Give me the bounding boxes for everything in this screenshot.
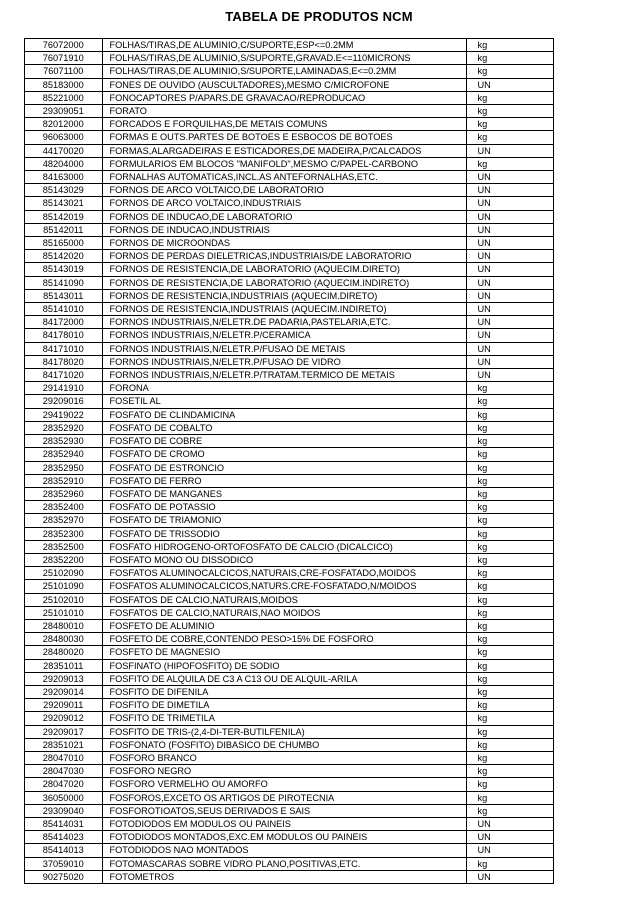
product-description-cell: FOLHAS/TIRAS,DE ALUMINIO,S/SUPORTE,GRAVAD.E<=110MICRONS <box>102 52 466 65</box>
unit-cell: kg <box>466 804 553 817</box>
table-row <box>25 646 553 659</box>
unit-cell: kg <box>466 685 553 698</box>
ncm-code-cell: 28352300 <box>25 527 102 540</box>
table-row <box>25 395 553 408</box>
unit-cell: UN <box>466 237 553 250</box>
unit-cell: UN <box>466 250 553 263</box>
table-row <box>25 553 553 566</box>
table-row <box>25 237 553 250</box>
ncm-code-cell: 29209012 <box>25 712 102 725</box>
product-description-cell: FOSETIL AL <box>102 395 466 408</box>
table-row <box>25 250 553 263</box>
ncm-code-cell: 29309040 <box>25 804 102 817</box>
ncm-code-cell: 28352940 <box>25 448 102 461</box>
product-description-cell: FORNOS INDUSTRIAIS,N/ELETR.P/TRATAM.TERMICO DE METAIS <box>102 369 466 382</box>
table-row <box>25 831 553 844</box>
ncm-code-cell: 85142011 <box>25 223 102 236</box>
ncm-code-cell: 28352400 <box>25 501 102 514</box>
unit-cell: kg <box>466 712 553 725</box>
ncm-code-cell: 28047020 <box>25 778 102 791</box>
unit-cell: kg <box>466 725 553 738</box>
unit-cell: kg <box>466 778 553 791</box>
unit-cell: kg <box>466 751 553 764</box>
ncm-code-cell: 25101010 <box>25 606 102 619</box>
unit-cell: kg <box>466 659 553 672</box>
ncm-code-cell: 85141010 <box>25 303 102 316</box>
ncm-code-cell: 28352910 <box>25 474 102 487</box>
product-description-cell: FOSFATO DE ESTRONCIO <box>102 461 466 474</box>
product-description-cell: FORMULARIOS EM BLOCOS "MANIFOLD",MESMO C/PAPEL-CARBONO <box>102 157 466 170</box>
table-row <box>25 448 553 461</box>
table-row <box>25 817 553 830</box>
product-description-cell: FOSFORO NEGRO <box>102 765 466 778</box>
product-description-cell: FOSFATO DE TRISSODIO <box>102 527 466 540</box>
table-row <box>25 514 553 527</box>
ncm-code-cell: 28480020 <box>25 646 102 659</box>
ncm-code-cell: 37059010 <box>25 857 102 870</box>
unit-cell: kg <box>466 553 553 566</box>
unit-cell: kg <box>466 527 553 540</box>
product-description-cell: FOSFONATO (FOSFITO) DIBASICO DE CHUMBO <box>102 738 466 751</box>
table-row <box>25 435 553 448</box>
unit-cell: UN <box>466 355 553 368</box>
product-description-cell: FORONA <box>102 382 466 395</box>
ncm-code-cell: 85143021 <box>25 197 102 210</box>
product-description-cell: FOSFATO DE POTASSIO <box>102 501 466 514</box>
ncm-code-cell: 76071100 <box>25 65 102 78</box>
product-description-cell: FORNOS INDUSTRIAIS,N/ELETR.P/FUSAO DE VIDRO <box>102 355 466 368</box>
product-description-cell: FOTODIODOS MONTADOS,EXC.EM MODULOS OU PAINEIS <box>102 831 466 844</box>
unit-cell: UN <box>466 316 553 329</box>
table-row <box>25 593 553 606</box>
ncm-code-cell: 85142019 <box>25 210 102 223</box>
unit-cell: UN <box>466 369 553 382</box>
product-description-cell: FORNOS DE MICROONDAS <box>102 237 466 250</box>
unit-cell: UN <box>466 303 553 316</box>
table-row <box>25 210 553 223</box>
unit-cell: kg <box>466 580 553 593</box>
unit-cell: kg <box>466 39 553 52</box>
product-description-cell: FOTODIODOS EM MODULOS OU PAINEIS <box>102 817 466 830</box>
ncm-code-cell: 29141910 <box>25 382 102 395</box>
ncm-code-cell: 29209017 <box>25 725 102 738</box>
table-row <box>25 263 553 276</box>
ncm-code-cell: 85183000 <box>25 78 102 91</box>
ncm-code-cell: 28352200 <box>25 553 102 566</box>
unit-cell: kg <box>466 501 553 514</box>
unit-cell: kg <box>466 791 553 804</box>
ncm-code-cell: 76072000 <box>25 39 102 52</box>
table-row <box>25 157 553 170</box>
page-title: TABELA DE PRODUTOS NCM <box>225 9 413 24</box>
ncm-code-cell: 48204000 <box>25 157 102 170</box>
product-description-cell: FOSFITO DE ALQUILA DE C3 A C13 OU DE ALQUIL-ARILA <box>102 672 466 685</box>
unit-cell: UN <box>466 817 553 830</box>
unit-cell: kg <box>466 514 553 527</box>
unit-cell: kg <box>466 91 553 104</box>
unit-cell: kg <box>466 593 553 606</box>
table-row <box>25 540 553 553</box>
unit-cell: kg <box>466 765 553 778</box>
ncm-code-cell: 28352970 <box>25 514 102 527</box>
product-description-cell: FORNOS INDUSTRIAIS,N/ELETR.P/CERAMICA <box>102 329 466 342</box>
product-description-cell: FOSFATO DE COBRE <box>102 435 466 448</box>
ncm-table-body <box>25 39 553 883</box>
unit-cell: UN <box>466 342 553 355</box>
ncm-code-cell: 85165000 <box>25 237 102 250</box>
ncm-code-cell: 96063000 <box>25 131 102 144</box>
unit-cell: kg <box>466 487 553 500</box>
unit-cell: UN <box>466 184 553 197</box>
product-description-cell: FOSFETO DE ALUMINIO <box>102 619 466 632</box>
unit-cell: UN <box>466 197 553 210</box>
product-description-cell: FOSFATO MONO OU DISSODICO <box>102 553 466 566</box>
product-description-cell: FONES DE OUVIDO (AUSCULTADORES),MESMO C/MICROFONE <box>102 78 466 91</box>
product-description-cell: FOTODIODOS NAO MONTADOS <box>102 844 466 857</box>
table-row <box>25 527 553 540</box>
table-row <box>25 857 553 870</box>
product-description-cell: FOSFITO DE DIMETILA <box>102 699 466 712</box>
ncm-code-cell: 84163000 <box>25 171 102 184</box>
table-row <box>25 725 553 738</box>
table-row <box>25 804 553 817</box>
unit-cell: UN <box>466 210 553 223</box>
product-description-cell: FOSFITO DE TRIS-(2,4-DI-TER-BUTILFENILA) <box>102 725 466 738</box>
ncm-code-cell: 90275020 <box>25 870 102 883</box>
ncm-code-cell: 28352500 <box>25 540 102 553</box>
table-row <box>25 659 553 672</box>
unit-cell: kg <box>466 408 553 421</box>
table-row <box>25 870 553 883</box>
ncm-code-cell: 84171020 <box>25 369 102 382</box>
unit-cell: kg <box>466 672 553 685</box>
table-row <box>25 791 553 804</box>
ncm-code-cell: 76071910 <box>25 52 102 65</box>
product-description-cell: FOSFATOS ALUMINOCALCICOS,NATURS.CRE-FOSFATADO,N/MOIDOS <box>102 580 466 593</box>
product-description-cell: FORNOS DE INDUCAO,INDUSTRIAIS <box>102 223 466 236</box>
product-description-cell: FORNOS DE RESISTENCIA,DE LABORATORIO (AQUECIM.DIRETO) <box>102 263 466 276</box>
ncm-code-cell: 85142020 <box>25 250 102 263</box>
ncm-code-cell: 28352930 <box>25 435 102 448</box>
unit-cell: UN <box>466 329 553 342</box>
table-row <box>25 171 553 184</box>
ncm-code-cell: 25102010 <box>25 593 102 606</box>
ncm-table-container <box>24 38 554 884</box>
table-row <box>25 342 553 355</box>
ncm-code-cell: 85414031 <box>25 817 102 830</box>
table-row <box>25 580 553 593</box>
table-row <box>25 738 553 751</box>
product-description-cell: FOSFATO DE MANGANES <box>102 487 466 500</box>
ncm-code-cell: 28480010 <box>25 619 102 632</box>
product-description-cell: FORNALHAS AUTOMATICAS,INCL.AS ANTEFORNALHAS,ETC. <box>102 171 466 184</box>
unit-cell: kg <box>466 857 553 870</box>
table-row <box>25 567 553 580</box>
unit-cell: kg <box>466 738 553 751</box>
product-description-cell: FOSFATOS ALUMINOCALCICOS,NATURAIS,CRE-FOSFATADO,MOIDOS <box>102 567 466 580</box>
unit-cell: kg <box>466 474 553 487</box>
product-description-cell: FOSFOROS,EXCETO OS ARTIGOS DE PIROTECNIA <box>102 791 466 804</box>
unit-cell: UN <box>466 831 553 844</box>
ncm-code-cell: 82012000 <box>25 118 102 131</box>
ncm-code-cell: 29209014 <box>25 685 102 698</box>
unit-cell: UN <box>466 276 553 289</box>
table-row <box>25 223 553 236</box>
ncm-code-cell: 84178020 <box>25 355 102 368</box>
ncm-code-cell: 85221000 <box>25 91 102 104</box>
ncm-code-cell: 25102090 <box>25 567 102 580</box>
ncm-code-cell: 84172000 <box>25 316 102 329</box>
unit-cell: UN <box>466 144 553 157</box>
product-description-cell: FORNOS DE RESISTENCIA,DE LABORATORIO (AQUECIM.INDIRETO) <box>102 276 466 289</box>
unit-cell: kg <box>466 699 553 712</box>
unit-cell: kg <box>466 421 553 434</box>
ncm-code-cell: 44170020 <box>25 144 102 157</box>
table-row <box>25 316 553 329</box>
table-row <box>25 276 553 289</box>
ncm-code-cell: 36050000 <box>25 791 102 804</box>
ncm-code-cell: 85143011 <box>25 289 102 302</box>
product-description-cell: FORNOS DE ARCO VOLTAICO,DE LABORATORIO <box>102 184 466 197</box>
unit-cell: kg <box>466 131 553 144</box>
table-row <box>25 487 553 500</box>
product-description-cell: FONOCAPTORES P/APARS.DE GRAVACAO/REPRODUCAO <box>102 91 466 104</box>
unit-cell: UN <box>466 844 553 857</box>
ncm-code-cell: 28352920 <box>25 421 102 434</box>
product-description-cell: FORNOS DE RESISTENCIA,INDUSTRIAIS (AQUECIM.INDIRETO) <box>102 303 466 316</box>
product-description-cell: FOSFITO DE DIFENILA <box>102 685 466 698</box>
product-description-cell: FOSFATO DE FERRO <box>102 474 466 487</box>
product-description-cell: FORMAS,ALARGADEIRAS E ESTICADORES,DE MADEIRA,P/CALCADOS <box>102 144 466 157</box>
table-row <box>25 474 553 487</box>
ncm-code-cell: 29309051 <box>25 105 102 118</box>
ncm-code-cell: 29209011 <box>25 699 102 712</box>
ncm-code-cell: 28351021 <box>25 738 102 751</box>
product-description-cell: FORNOS DE INDUCAO,DE LABORATORIO <box>102 210 466 223</box>
product-description-cell: FORNOS DE PERDAS DIELETRICAS,INDUSTRIAIS/DE LABORATORIO <box>102 250 466 263</box>
product-description-cell: FOTOMETROS <box>102 870 466 883</box>
table-row <box>25 91 553 104</box>
ncm-code-cell: 84171010 <box>25 342 102 355</box>
product-description-cell: FOTOMASCARAS SOBRE VIDRO PLANO,POSITIVAS,ETC. <box>102 857 466 870</box>
table-row <box>25 65 553 78</box>
product-description-cell: FOSFITO DE TRIMETILA <box>102 712 466 725</box>
unit-cell: kg <box>466 606 553 619</box>
unit-cell: kg <box>466 105 553 118</box>
table-row <box>25 78 553 91</box>
product-description-cell: FOSFATO DE TRIAMONIO <box>102 514 466 527</box>
product-description-cell: FOSFORO VERMELHO OU AMORFO <box>102 778 466 791</box>
product-description-cell: FOSFORO BRANCO <box>102 751 466 764</box>
product-description-cell: FORCADOS E FORQUILHAS,DE METAIS COMUNS <box>102 118 466 131</box>
table-row <box>25 672 553 685</box>
product-description-cell: FOSFETO DE MAGNESIO <box>102 646 466 659</box>
product-description-cell: FOSFATO HIDROGENO-ORTOFOSFATO DE CALCIO (DICALCICO) <box>102 540 466 553</box>
ncm-code-cell: 85414023 <box>25 831 102 844</box>
table-row <box>25 619 553 632</box>
ncm-code-cell: 28351011 <box>25 659 102 672</box>
ncm-code-cell: 85414013 <box>25 844 102 857</box>
table-row <box>25 408 553 421</box>
table-row <box>25 751 553 764</box>
unit-cell: UN <box>466 870 553 883</box>
product-description-cell: FORNOS INDUSTRIAIS,N/ELETR.P/FUSAO DE METAIS <box>102 342 466 355</box>
ncm-code-cell: 28352960 <box>25 487 102 500</box>
unit-cell: kg <box>466 646 553 659</box>
table-row <box>25 633 553 646</box>
table-row <box>25 765 553 778</box>
table-row <box>25 461 553 474</box>
ncm-table <box>25 39 553 883</box>
product-description-cell: FOLHAS/TIRAS,DE ALUMINIO,C/SUPORTE,ESP<=0.2MM <box>102 39 466 52</box>
unit-cell: kg <box>466 52 553 65</box>
product-description-cell: FOSFOROTIOATOS,SEUS DERIVADOS E SAIS <box>102 804 466 817</box>
table-row <box>25 197 553 210</box>
product-description-cell: FORNOS DE ARCO VOLTAICO,INDUSTRIAIS <box>102 197 466 210</box>
table-row <box>25 685 553 698</box>
ncm-code-cell: 29419022 <box>25 408 102 421</box>
table-row <box>25 712 553 725</box>
product-description-cell: FORNOS DE RESISTENCIA,INDUSTRIAIS (AQUECIM.DIRETO) <box>102 289 466 302</box>
ncm-code-cell: 28047010 <box>25 751 102 764</box>
product-description-cell: FOSFATO DE CROMO <box>102 448 466 461</box>
unit-cell: kg <box>466 633 553 646</box>
table-row <box>25 382 553 395</box>
product-description-cell: FORMAS E OUTS.PARTES DE BOTOES E ESBOCOS DE BOTOES <box>102 131 466 144</box>
unit-cell: kg <box>466 619 553 632</box>
table-row <box>25 355 553 368</box>
product-description-cell: FOSFATOS DE CALCIO,NATURAIS,NAO MOIDOS <box>102 606 466 619</box>
unit-cell: kg <box>466 157 553 170</box>
unit-cell: kg <box>466 395 553 408</box>
product-description-cell: FOSFATO DE COBALTO <box>102 421 466 434</box>
product-description-cell: FOSFINATO (HIPOFOSFITO) DE SODIO <box>102 659 466 672</box>
table-row <box>25 39 553 52</box>
table-row <box>25 421 553 434</box>
table-row <box>25 369 553 382</box>
product-description-cell: FOSFATOS DE CALCIO,NATURAIS,MOIDOS <box>102 593 466 606</box>
unit-cell: kg <box>466 461 553 474</box>
table-row <box>25 501 553 514</box>
unit-cell: UN <box>466 263 553 276</box>
product-description-cell: FOLHAS/TIRAS,DE ALUMINIO,S/SUPORTE,LAMINADAS,E<=0.2MM <box>102 65 466 78</box>
unit-cell: UN <box>466 171 553 184</box>
unit-cell: UN <box>466 223 553 236</box>
product-description-cell: FORNOS INDUSTRIAIS,N/ELETR.DE PADARIA,PASTELARIA,ETC. <box>102 316 466 329</box>
ncm-code-cell: 85141090 <box>25 276 102 289</box>
unit-cell: kg <box>466 118 553 131</box>
ncm-code-cell: 29209013 <box>25 672 102 685</box>
table-row <box>25 778 553 791</box>
table-row <box>25 329 553 342</box>
ncm-code-cell: 85143019 <box>25 263 102 276</box>
product-description-cell: FORATO <box>102 105 466 118</box>
ncm-code-cell: 28352950 <box>25 461 102 474</box>
table-row <box>25 303 553 316</box>
table-row <box>25 699 553 712</box>
unit-cell: UN <box>466 78 553 91</box>
unit-cell: kg <box>466 435 553 448</box>
unit-cell: kg <box>466 567 553 580</box>
unit-cell: kg <box>466 448 553 461</box>
table-row <box>25 52 553 65</box>
product-description-cell: FOSFETO DE COBRE,CONTENDO PESO>15% DE FOSFORO <box>102 633 466 646</box>
ncm-code-cell: 28480030 <box>25 633 102 646</box>
unit-cell: UN <box>466 289 553 302</box>
table-row <box>25 184 553 197</box>
ncm-code-cell: 85143029 <box>25 184 102 197</box>
ncm-code-cell: 25101090 <box>25 580 102 593</box>
table-row <box>25 118 553 131</box>
table-row <box>25 105 553 118</box>
ncm-code-cell: 84178010 <box>25 329 102 342</box>
unit-cell: kg <box>466 65 553 78</box>
unit-cell: kg <box>466 540 553 553</box>
unit-cell: kg <box>466 382 553 395</box>
ncm-code-cell: 29209016 <box>25 395 102 408</box>
table-row <box>25 289 553 302</box>
table-row <box>25 844 553 857</box>
product-description-cell: FOSFATO DE CLINDAMICINA <box>102 408 466 421</box>
table-row <box>25 131 553 144</box>
ncm-code-cell: 28047030 <box>25 765 102 778</box>
table-row <box>25 144 553 157</box>
table-row <box>25 606 553 619</box>
